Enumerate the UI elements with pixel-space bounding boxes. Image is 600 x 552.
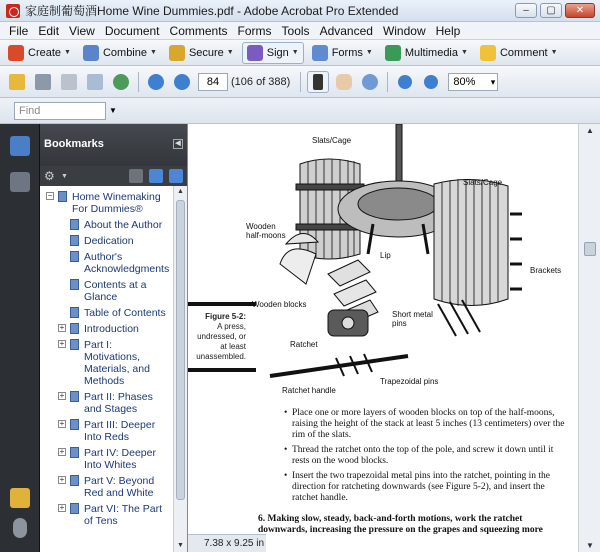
- comment-icon: [480, 45, 496, 61]
- multimedia-label: Multimedia: [404, 46, 458, 59]
- find-options-chevron-icon[interactable]: ▼: [109, 106, 117, 115]
- scroll-thumb[interactable]: [584, 242, 596, 256]
- bookmark-page-icon: [70, 251, 79, 262]
- comment-label: Comment: [499, 46, 548, 59]
- zoom-tool-button[interactable]: [359, 71, 381, 93]
- options-gear-icon[interactable]: ⚙: [44, 169, 55, 183]
- previous-page-button[interactable]: [145, 71, 167, 93]
- attachments-panel-icon[interactable]: [13, 518, 27, 538]
- bookmarks-header: [40, 124, 187, 166]
- menu-help[interactable]: Help: [435, 23, 461, 38]
- bookmarks-title: Bookmarks: [44, 138, 104, 150]
- arrow-down-icon: [174, 74, 190, 90]
- multimedia-icon: [385, 45, 401, 61]
- toolbar-separator: [138, 72, 139, 92]
- expand-toggle-icon[interactable]: +: [59, 447, 65, 456]
- expand-toggle-icon[interactable]: +: [59, 339, 65, 348]
- chevron-down-icon[interactable]: ▼: [61, 172, 68, 180]
- title-bar: [0, 0, 600, 22]
- multimedia-button[interactable]: [381, 42, 472, 64]
- bullet-item: • Thread the ratchet onto the top of the pole, and screw it down until it rests on the wood blocks.: [284, 445, 572, 467]
- menu-document[interactable]: Document: [104, 23, 160, 38]
- menu-tools[interactable]: Tools: [281, 23, 310, 38]
- label-slats-cage: Slats/Cage: [463, 178, 503, 187]
- chevron-down-icon: ▼: [150, 49, 157, 56]
- label-trapezoidal-pins: Trapezoidal pins: [380, 377, 439, 386]
- step-six-text: 6. Making slow, steady, back-and-forth motions, work the ratchet downwards, increasing the pressure on the grapes and squeezing more: [258, 514, 543, 534]
- bookmarks-panel-icon[interactable]: [10, 136, 30, 156]
- bookmark-label: Part II: Phases and Stages: [84, 391, 153, 415]
- forms-label: Forms: [331, 46, 363, 59]
- navigation-pane: [0, 124, 40, 552]
- bookmark-item[interactable]: [40, 446, 174, 474]
- chevron-down-icon: ▼: [550, 49, 558, 56]
- bookmark-item[interactable]: [40, 218, 174, 234]
- bookmark-page-icon: [70, 419, 79, 430]
- bookmark-label: About the Author: [84, 219, 163, 231]
- secure-label: Secure: [188, 46, 224, 59]
- next-page-button[interactable]: [171, 71, 193, 93]
- zoom-select[interactable]: 80% ▾: [448, 73, 498, 91]
- delete-bookmark-icon[interactable]: [129, 169, 143, 183]
- arrow-up-icon: [148, 74, 164, 90]
- sign-label: Sign: [266, 46, 289, 59]
- disk-icon: [61, 74, 77, 90]
- bookmark-page-icon: [70, 447, 79, 458]
- cursor-icon: [313, 74, 323, 90]
- forms-icon: [312, 45, 328, 61]
- expand-toggle-icon[interactable]: +: [59, 475, 65, 484]
- bookmark-label: Introduction: [84, 323, 139, 335]
- comment-button[interactable]: [476, 42, 562, 64]
- select-tool-button[interactable]: [307, 71, 329, 93]
- bookmark-tree: [40, 186, 174, 552]
- menu-bar: [0, 22, 600, 40]
- bookmark-item[interactable]: [40, 502, 174, 530]
- magnifier-icon: [362, 74, 378, 90]
- figure-caption-text: A press, undressed, or at least unassembled.: [196, 322, 246, 361]
- bookmarks-toolbar: [40, 166, 187, 186]
- collaborate-button[interactable]: [110, 71, 132, 93]
- toolbar-separator: [300, 72, 301, 92]
- bookmark-label: Part V: Beyond Red and White: [84, 475, 155, 499]
- expand-toggle-icon[interactable]: +: [59, 503, 65, 512]
- tasks-toolbar: [0, 40, 600, 66]
- bookmark-page-icon: [70, 307, 79, 318]
- label-slats-cage: Slats/Cage: [312, 136, 352, 145]
- envelope-icon: [87, 74, 103, 90]
- label-wooden-blocks: Wooden blocks: [252, 300, 307, 309]
- expand-bookmark-icon[interactable]: [169, 169, 183, 183]
- save-button[interactable]: [58, 71, 80, 93]
- bookmark-item[interactable]: [40, 278, 174, 306]
- acrobat-app-icon: [6, 4, 20, 18]
- zoom-in-button[interactable]: [420, 71, 442, 93]
- hand-icon: [336, 74, 352, 90]
- globe-icon: [113, 74, 129, 90]
- maximize-button[interactable]: ▢: [540, 3, 562, 18]
- collapse-panel-icon[interactable]: ◀: [173, 139, 183, 149]
- chevron-down-icon: ▼: [226, 49, 234, 56]
- scroll-down-icon[interactable]: ▼: [586, 541, 594, 550]
- document-scrollbar[interactable]: [578, 124, 600, 552]
- bookmark-label: Part IV: Deeper Into Whites: [84, 447, 156, 471]
- instruction-bullets: [284, 408, 572, 508]
- bookmark-item[interactable]: [40, 322, 174, 338]
- bookmark-page-icon: [70, 323, 79, 334]
- secure-button[interactable]: [165, 42, 238, 64]
- email-button[interactable]: [84, 71, 106, 93]
- combine-label: Combine: [102, 46, 147, 59]
- chevron-down-icon: ▼: [461, 49, 468, 56]
- bookmark-label: Author's Acknowledgments: [84, 251, 170, 275]
- bookmark-item[interactable]: [40, 190, 174, 218]
- sign-button[interactable]: [242, 42, 304, 64]
- bookmark-label: Dedication: [84, 235, 134, 247]
- menu-comments[interactable]: Comments: [169, 23, 228, 38]
- hand-tool-button[interactable]: [333, 71, 355, 93]
- plus-circle-icon: [424, 75, 438, 89]
- page-size-status: 7.38 x 9.25 in: [188, 534, 266, 552]
- bookmark-label: Table of Contents: [84, 307, 166, 319]
- bookmark-item[interactable]: [40, 474, 174, 502]
- bookmark-page-icon: [70, 391, 79, 402]
- chevron-down-icon: ▼: [365, 49, 373, 56]
- menu-view[interactable]: View: [69, 23, 95, 38]
- bookmark-page-icon: [58, 191, 67, 202]
- minus-circle-icon: [398, 75, 412, 89]
- toolbar-separator: [387, 72, 388, 92]
- pages-panel-icon[interactable]: [10, 172, 30, 192]
- bookmark-label: Part I: Motivations, Materials, and Methods: [84, 339, 150, 387]
- bookmark-item[interactable]: [40, 390, 174, 418]
- expand-toggle-icon[interactable]: +: [59, 391, 65, 400]
- chevron-down-icon: ▼: [291, 49, 299, 56]
- scroll-up-icon[interactable]: ▲: [177, 188, 184, 195]
- bookmark-item[interactable]: [40, 338, 174, 390]
- collapse-toggle-icon[interactable]: −: [47, 191, 53, 200]
- create-label: Create: [28, 46, 62, 59]
- folder-icon: [9, 74, 25, 90]
- figure-caption: [188, 302, 256, 372]
- printer-icon: [35, 74, 51, 90]
- combine-button[interactable]: [79, 42, 161, 64]
- bookmark-page-icon: [70, 235, 79, 246]
- bookmark-item[interactable]: [40, 306, 174, 322]
- scroll-thumb[interactable]: [176, 200, 185, 500]
- create-pdf-icon: [8, 45, 24, 61]
- navigation-toolbar: [0, 66, 600, 98]
- bookmark-label: Part VI: The Part of Tens: [84, 503, 163, 527]
- zoom-out-button[interactable]: [394, 71, 416, 93]
- combine-icon: [83, 45, 99, 61]
- comments-panel-icon[interactable]: [10, 488, 30, 508]
- pen-icon: [247, 45, 263, 61]
- bookmark-page-icon: [70, 219, 79, 230]
- page-count: (106 of 388): [231, 75, 291, 88]
- label-ratchet: Ratchet: [290, 340, 318, 349]
- bullet-item: • Place one or more layers of wooden blocks on top of the half-moons, raising the height of the stack at least 5 inches (13 centimeters) over the rim of the slats.: [284, 408, 572, 441]
- expand-toggle-icon[interactable]: +: [59, 419, 65, 428]
- minimize-button[interactable]: –: [515, 3, 537, 18]
- bookmark-label: Part III: Deeper Into Reds: [84, 419, 156, 443]
- expand-toggle-icon[interactable]: +: [59, 323, 65, 332]
- forms-button[interactable]: [308, 42, 377, 64]
- find-input[interactable]: Find: [14, 102, 106, 120]
- label-short-pins: Short metal pins: [392, 310, 433, 328]
- window-title: 家庭制葡萄酒Home Wine Dummies.pdf - Adobe Acrobat Pro Extended: [25, 4, 399, 18]
- bookmark-item[interactable]: [40, 418, 174, 446]
- bookmark-label: Contents at a Glance: [84, 279, 147, 303]
- bookmarks-scrollbar[interactable]: [173, 186, 187, 552]
- menu-edit[interactable]: Edit: [38, 23, 60, 38]
- menu-window[interactable]: Window: [382, 23, 426, 38]
- label-ratchet-handle: Ratchet handle: [282, 386, 336, 395]
- bookmark-page-icon: [70, 339, 79, 350]
- bookmark-page-icon: [70, 503, 79, 514]
- page-number-input[interactable]: 84: [198, 73, 228, 91]
- menu-advanced[interactable]: Advanced: [319, 23, 373, 38]
- print-button[interactable]: [32, 71, 54, 93]
- label-half-moons: Wooden half-moons: [246, 222, 286, 240]
- label-lip: Lip: [380, 251, 391, 260]
- close-button[interactable]: ✕: [565, 3, 595, 18]
- new-bookmark-icon[interactable]: [149, 169, 163, 183]
- open-button[interactable]: [6, 71, 28, 93]
- chevron-down-icon: ▼: [64, 49, 71, 56]
- bookmark-page-icon: [70, 279, 79, 290]
- scroll-down-icon[interactable]: ▼: [177, 542, 184, 549]
- pdf-page: [188, 124, 578, 534]
- menu-forms[interactable]: Forms: [237, 23, 272, 38]
- create-button[interactable]: [4, 42, 75, 64]
- bookmark-page-icon: [70, 475, 79, 486]
- label-brackets: Brackets: [530, 266, 562, 275]
- bookmark-actions: [129, 169, 183, 183]
- figure-number: Figure 5-2:: [205, 312, 246, 321]
- bookmark-item[interactable]: [40, 234, 174, 250]
- bookmarks-panel: [40, 124, 188, 552]
- document-view[interactable]: [188, 124, 600, 552]
- find-toolbar: [0, 98, 600, 124]
- bullet-item: • Insert the two trapezoidal metal pins into the ratchet, pointing in the direction for ratcheting downwards (see Figure 5-2), and insert the ratchet handle.: [284, 471, 572, 504]
- scroll-up-icon[interactable]: ▲: [586, 126, 594, 135]
- bookmark-label: Home Winemaking For Dummies®: [72, 191, 161, 215]
- bookmark-item[interactable]: [40, 250, 174, 278]
- menu-file[interactable]: File: [9, 23, 29, 38]
- lock-icon: [169, 45, 185, 61]
